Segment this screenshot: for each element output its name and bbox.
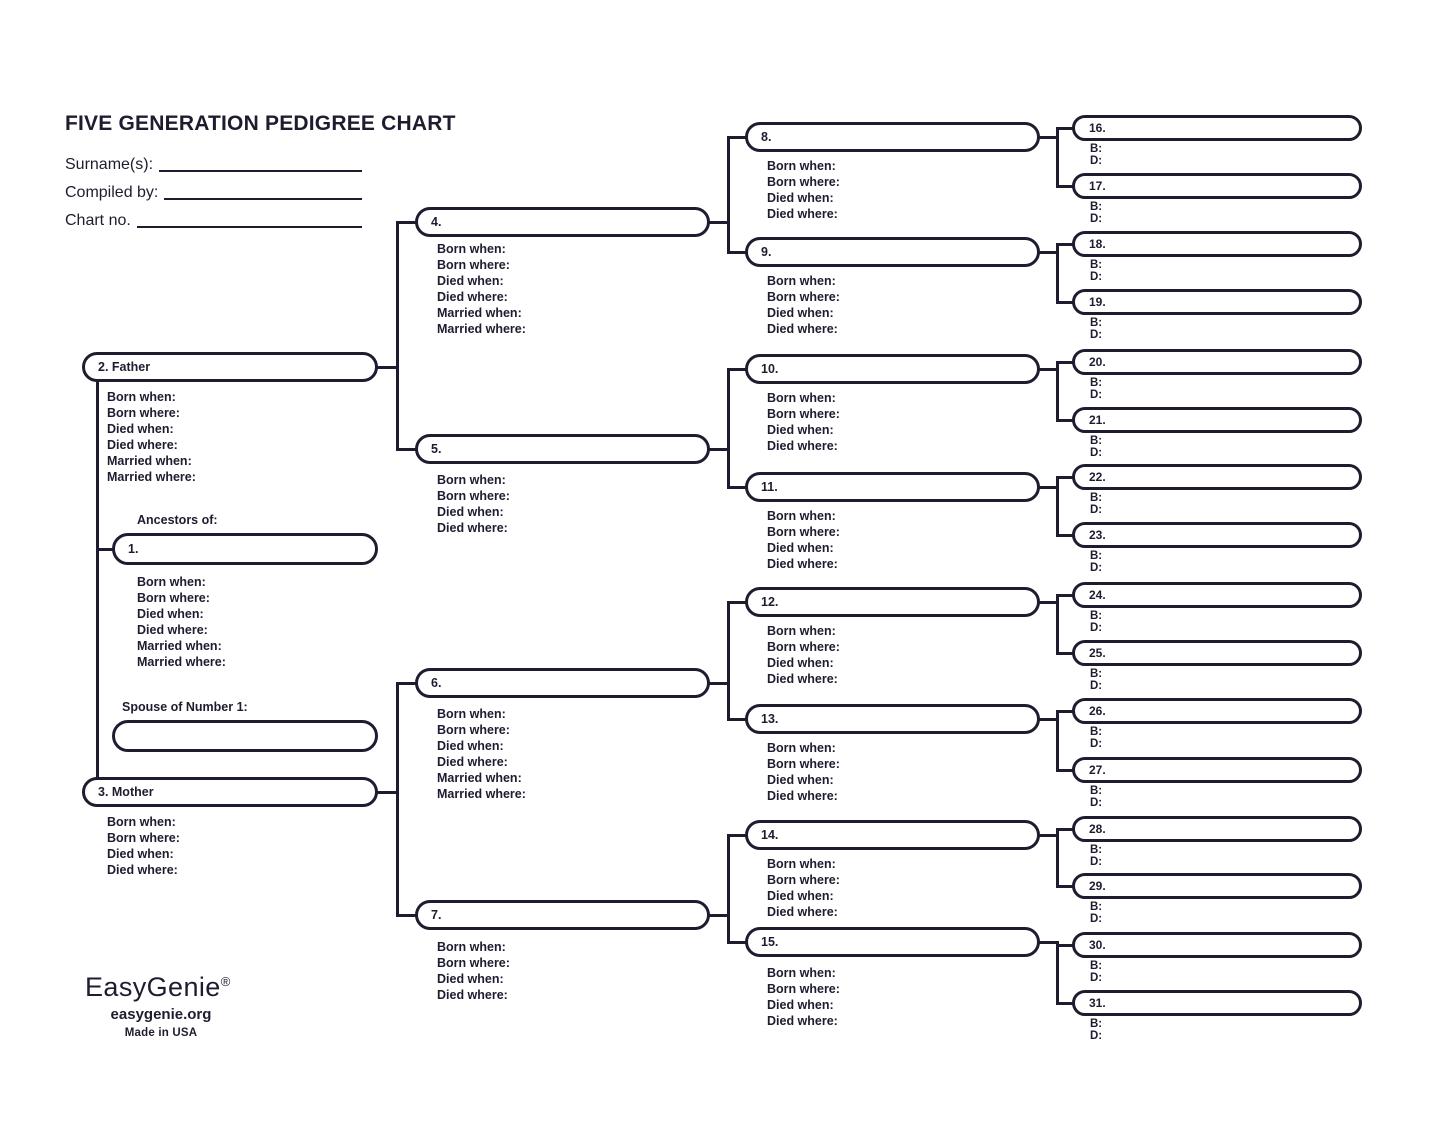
field-label: Born where: — [767, 407, 840, 421]
field-label: Born when: — [107, 815, 176, 829]
field-label: Born when: — [767, 741, 836, 755]
person-box-label: 8. — [761, 130, 772, 144]
field-labels — [767, 740, 840, 804]
field-labels — [1090, 844, 1102, 868]
field-label: Married when: — [137, 639, 222, 653]
field-label: Died where: — [107, 438, 178, 452]
person-box-label: 15. — [761, 935, 779, 949]
person-box-13[interactable] — [745, 704, 1040, 734]
connector-line-vertical — [1056, 941, 1059, 1005]
field-label: D: — [1090, 972, 1103, 984]
page-title: FIVE GENERATION PEDIGREE CHART — [65, 112, 456, 135]
connector-line-horizontal — [1038, 718, 1057, 721]
surname-label: Surname(s): — [65, 156, 154, 173]
field-label: Born where: — [767, 175, 840, 189]
field-label: Born where: — [767, 982, 840, 996]
spouse-box[interactable] — [112, 720, 378, 752]
field-labels — [1090, 492, 1102, 516]
field-labels — [1090, 668, 1102, 692]
person-box-label: 25. — [1089, 646, 1106, 660]
connector-line-vertical — [1056, 243, 1059, 304]
connector-line-vertical — [727, 601, 730, 721]
field-label: Died where: — [437, 755, 508, 769]
person-box-23[interactable] — [1072, 522, 1362, 548]
field-label: Died when: — [767, 656, 834, 670]
field-labels — [767, 856, 840, 920]
field-label: Died when: — [767, 423, 834, 437]
field-labels — [767, 273, 840, 337]
field-labels — [767, 508, 840, 572]
person-box-label: 14. — [761, 828, 779, 842]
field-label: B: — [1090, 1018, 1103, 1030]
field-label: B: — [1090, 668, 1103, 680]
field-labels — [1090, 201, 1102, 225]
field-label: Died where: — [437, 521, 508, 535]
field-labels — [767, 965, 840, 1029]
field-label: Died where: — [767, 905, 838, 919]
brand-name — [85, 972, 237, 1003]
field-label: D: — [1090, 797, 1103, 809]
connector-line-vertical — [96, 379, 99, 781]
field-labels — [1090, 901, 1102, 925]
field-labels — [437, 706, 526, 802]
field-label: Born when: — [437, 242, 506, 256]
person-box-14[interactable] — [745, 820, 1040, 850]
field-label: Died when: — [767, 773, 834, 787]
connector-line-vertical — [1056, 594, 1059, 655]
person-box-label: 7. — [431, 908, 442, 922]
field-label: Died where: — [107, 863, 178, 877]
person-box-label: 10. — [761, 362, 779, 376]
person-box-label: 12. — [761, 595, 779, 609]
field-label: Died when: — [767, 306, 834, 320]
person-box-8[interactable] — [745, 122, 1040, 152]
person-box-label: 31. — [1089, 996, 1106, 1010]
field-label: B: — [1090, 435, 1103, 447]
field-label: Born where: — [107, 831, 180, 845]
field-label: B: — [1090, 844, 1103, 856]
field-label: Born when: — [137, 575, 206, 589]
field-label: D: — [1090, 856, 1103, 868]
spouse-of-number-1-label: Spouse of Number 1: — [122, 700, 248, 714]
person-box-12[interactable] — [745, 587, 1040, 617]
connector-line-horizontal — [1038, 941, 1057, 944]
field-labels — [1090, 960, 1102, 984]
field-label: Died when: — [437, 505, 504, 519]
field-label: Born where: — [767, 640, 840, 654]
field-label: B: — [1090, 550, 1103, 562]
field-label: D: — [1090, 738, 1103, 750]
field-label: Died where: — [767, 789, 838, 803]
field-label: Married when: — [437, 771, 522, 785]
field-label: Died where: — [137, 623, 208, 637]
person-box-28[interactable] — [1072, 816, 1362, 842]
field-labels — [1090, 435, 1102, 459]
field-labels — [1090, 785, 1102, 809]
person-box-label: 20. — [1089, 355, 1106, 369]
field-label: B: — [1090, 901, 1103, 913]
person-box-11[interactable] — [745, 472, 1040, 502]
person-box-label: 16. — [1089, 121, 1106, 135]
field-label: B: — [1090, 259, 1103, 271]
connector-line-horizontal — [397, 221, 417, 224]
field-labels — [107, 389, 196, 485]
field-label: D: — [1090, 447, 1103, 459]
person-box-9[interactable] — [745, 237, 1040, 267]
field-label: Born where: — [437, 956, 510, 970]
field-labels — [1090, 610, 1102, 634]
field-label: Married where: — [107, 470, 196, 484]
person-box-31[interactable] — [1072, 990, 1362, 1016]
field-label: Born when: — [767, 274, 836, 288]
connector-line-horizontal — [1038, 486, 1057, 489]
connector-line-horizontal — [708, 448, 728, 451]
field-label: Died when: — [767, 889, 834, 903]
person-box-label: 1. — [128, 542, 139, 556]
person-box-5[interactable] — [415, 434, 710, 464]
person-box-label: 13. — [761, 712, 779, 726]
field-labels — [1090, 143, 1102, 167]
field-label: Born when: — [107, 390, 176, 404]
connector-line-vertical — [727, 368, 730, 489]
connector-line-horizontal — [397, 682, 417, 685]
field-labels — [437, 472, 510, 536]
field-label: B: — [1090, 201, 1103, 213]
field-label: B: — [1090, 726, 1103, 738]
field-label: Born where: — [437, 258, 510, 272]
field-label: B: — [1090, 377, 1103, 389]
field-label: Born where: — [767, 873, 840, 887]
person-box-label: 11. — [761, 480, 778, 494]
connector-line-vertical — [1056, 828, 1059, 888]
person-box-label: 6. — [431, 676, 442, 690]
connector-line-horizontal — [708, 221, 728, 224]
field-labels — [767, 390, 840, 454]
person-box-label: 24. — [1089, 588, 1106, 602]
field-label: Born where: — [437, 489, 510, 503]
field-label: Married where: — [137, 655, 226, 669]
person-box-2[interactable] — [82, 352, 378, 382]
field-labels — [107, 814, 180, 878]
registered-trademark-symbol: ® — [220, 974, 231, 989]
person-box-19[interactable] — [1072, 289, 1362, 315]
field-label: D: — [1090, 504, 1103, 516]
field-label: Born where: — [767, 525, 840, 539]
person-box-label: 27. — [1089, 763, 1106, 777]
field-label: Married when: — [437, 306, 522, 320]
connector-line-vertical — [1056, 476, 1059, 537]
person-box-label: 17. — [1089, 179, 1106, 193]
field-label: Died where: — [767, 1014, 838, 1028]
field-label: Born where: — [437, 723, 510, 737]
person-box-label: 5. — [431, 442, 442, 456]
connector-line-horizontal — [708, 914, 728, 917]
field-label: D: — [1090, 562, 1103, 574]
field-label: B: — [1090, 317, 1103, 329]
field-label: Died where: — [767, 672, 838, 686]
person-box-label: 4. — [431, 215, 442, 229]
connector-line-vertical — [1056, 361, 1059, 422]
person-box-27[interactable] — [1072, 757, 1362, 783]
field-label: D: — [1090, 155, 1103, 167]
person-box-10[interactable] — [745, 354, 1040, 384]
person-box-24[interactable] — [1072, 582, 1362, 608]
connector-line-vertical — [727, 834, 730, 944]
field-label: B: — [1090, 610, 1103, 622]
person-box-label: 2. Father — [98, 360, 151, 374]
field-label: D: — [1090, 1030, 1103, 1042]
field-labels — [1090, 259, 1102, 283]
person-box-label: 19. — [1089, 295, 1106, 309]
compiled-by-label: Compiled by: — [65, 184, 159, 201]
connector-line-horizontal — [376, 791, 397, 794]
field-labels — [767, 158, 840, 222]
field-label: Died when: — [767, 191, 834, 205]
field-label: Died when: — [437, 972, 504, 986]
person-box-label: 23. — [1089, 528, 1106, 542]
field-labels — [1090, 317, 1102, 341]
field-label: Married where: — [437, 787, 526, 801]
field-label: Born when: — [767, 159, 836, 173]
connector-line-horizontal — [1038, 834, 1057, 837]
field-label: Born when: — [437, 473, 506, 487]
field-labels — [437, 241, 526, 337]
field-labels — [137, 574, 226, 670]
field-label: Died where: — [437, 290, 508, 304]
field-labels — [767, 623, 840, 687]
field-label: Died when: — [767, 998, 834, 1012]
person-box-25[interactable] — [1072, 640, 1362, 666]
field-label: D: — [1090, 622, 1103, 634]
person-box-3[interactable] — [82, 777, 378, 807]
person-box-label: 21. — [1089, 413, 1106, 427]
person-box-29[interactable] — [1072, 873, 1362, 899]
ancestors-of-label: Ancestors of: — [137, 513, 218, 527]
connector-line-vertical — [396, 682, 399, 917]
field-label: B: — [1090, 492, 1103, 504]
connector-line-vertical — [1056, 710, 1059, 772]
field-label: Born where: — [767, 290, 840, 304]
person-box-16[interactable] — [1072, 115, 1362, 141]
person-box-7[interactable] — [415, 900, 710, 930]
field-label: Married where: — [437, 322, 526, 336]
field-labels — [1090, 1018, 1102, 1042]
connector-line-horizontal — [1038, 601, 1057, 604]
field-label: Born when: — [767, 509, 836, 523]
person-box-label: 18. — [1089, 237, 1106, 251]
person-box-label: 26. — [1089, 704, 1106, 718]
field-labels — [1090, 550, 1102, 574]
field-label: Died when: — [767, 541, 834, 555]
field-label: B: — [1090, 143, 1103, 155]
connector-line-vertical — [396, 221, 399, 451]
person-box-4[interactable] — [415, 207, 710, 237]
connector-line-horizontal — [708, 682, 728, 685]
field-label: D: — [1090, 389, 1103, 401]
connector-line-vertical — [1056, 127, 1059, 188]
field-label: Died where: — [767, 322, 838, 336]
connector-line-horizontal — [1038, 368, 1057, 371]
field-label: Born when: — [437, 707, 506, 721]
person-box-label: 29. — [1089, 879, 1106, 893]
field-label: Born when: — [767, 391, 836, 405]
connector-line-horizontal — [1038, 251, 1057, 254]
connector-line-horizontal — [376, 366, 397, 369]
field-label: Born when: — [767, 857, 836, 871]
field-label: Died when: — [437, 739, 504, 753]
field-label: D: — [1090, 329, 1103, 341]
person-box-label: 9. — [761, 245, 772, 259]
field-label: B: — [1090, 960, 1103, 972]
brand-block — [85, 972, 237, 1039]
field-labels — [437, 939, 510, 1003]
field-label: Born where: — [137, 591, 210, 605]
field-label: Died when: — [107, 422, 174, 436]
person-box-label: 22. — [1089, 470, 1106, 484]
person-box-26[interactable] — [1072, 698, 1362, 724]
person-box-label: 28. — [1089, 822, 1106, 836]
person-box-15[interactable] — [745, 927, 1040, 957]
person-box-label: 3. Mother — [98, 785, 154, 799]
connector-line-horizontal — [1038, 136, 1057, 139]
field-label: Born when: — [767, 966, 836, 980]
field-label: Died when: — [437, 274, 504, 288]
brand-made-in: Made in USA — [124, 1027, 198, 1039]
field-label: D: — [1090, 271, 1103, 283]
field-labels — [1090, 377, 1102, 401]
field-label: Died where: — [767, 439, 838, 453]
person-box-18[interactable] — [1072, 231, 1362, 257]
field-label: Born when: — [767, 624, 836, 638]
connector-line-horizontal — [397, 914, 417, 917]
brand-name-text: EasyGenie — [85, 972, 221, 1002]
person-box-label: 30. — [1089, 938, 1106, 952]
person-box-1[interactable] — [112, 533, 378, 565]
person-box-21[interactable] — [1072, 407, 1362, 433]
field-label: Married when: — [107, 454, 192, 468]
person-box-6[interactable] — [415, 668, 710, 698]
field-label: Born when: — [437, 940, 506, 954]
person-box-22[interactable] — [1072, 464, 1362, 490]
field-labels — [1090, 726, 1102, 750]
field-label: Died where: — [767, 207, 838, 221]
connector-line-horizontal — [397, 448, 417, 451]
field-label: D: — [1090, 213, 1103, 225]
field-label: Born where: — [767, 757, 840, 771]
field-label: Born where: — [107, 406, 180, 420]
field-label: D: — [1090, 913, 1103, 925]
field-label: Died where: — [767, 557, 838, 571]
field-label: Died when: — [107, 847, 174, 861]
field-label: Died when: — [137, 607, 204, 621]
field-label: Died where: — [437, 988, 508, 1002]
person-box-30[interactable] — [1072, 932, 1362, 958]
field-label: D: — [1090, 680, 1103, 692]
person-box-20[interactable] — [1072, 349, 1362, 375]
chart-no-label: Chart no. — [65, 212, 131, 229]
field-label: B: — [1090, 785, 1103, 797]
brand-website: easygenie.org — [110, 1006, 212, 1023]
person-box-17[interactable] — [1072, 173, 1362, 199]
connector-line-vertical — [727, 136, 730, 254]
